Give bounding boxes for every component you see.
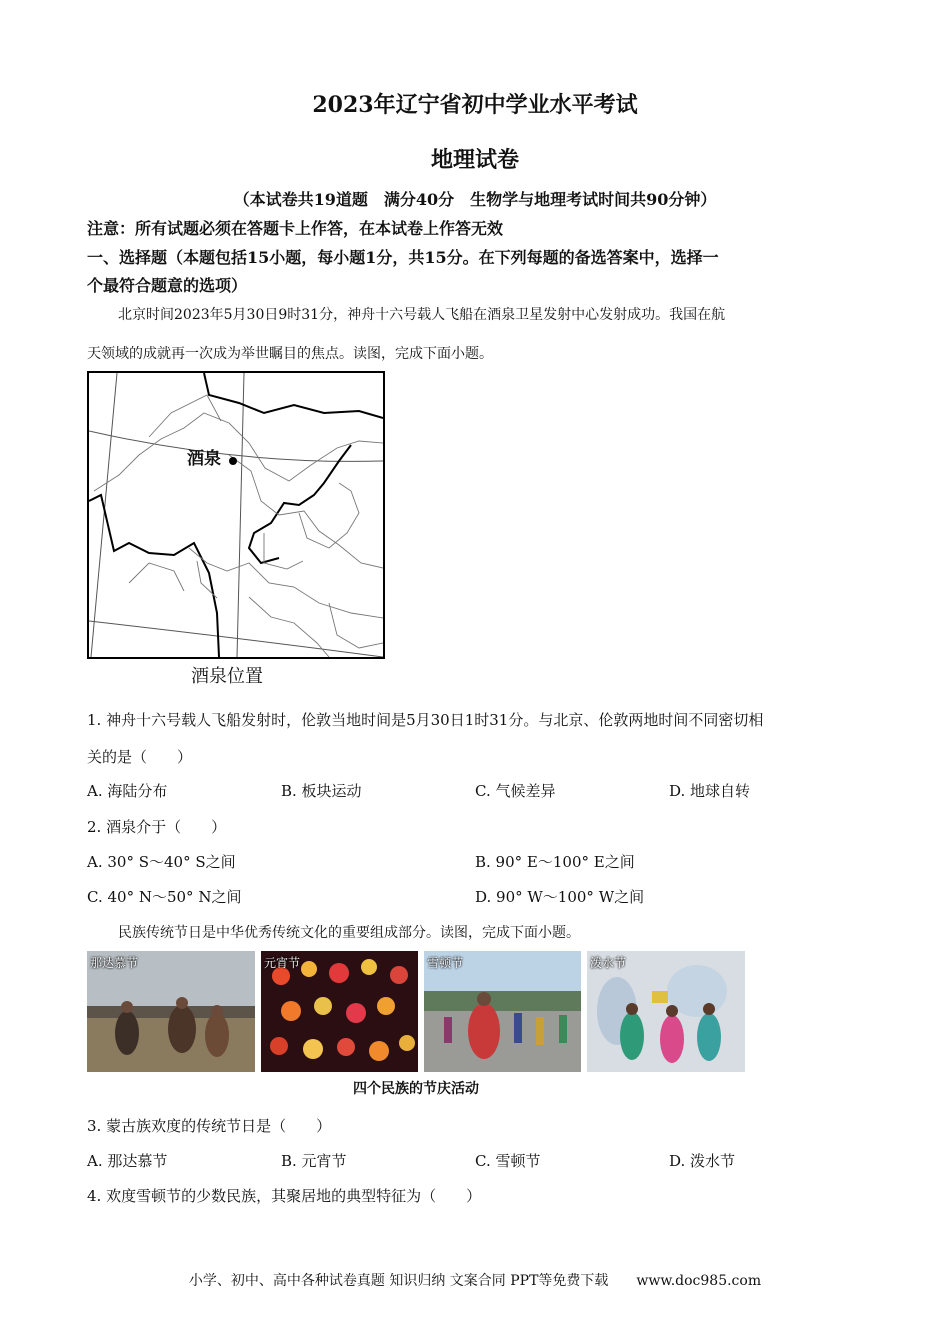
- photo-nadam-festival: [87, 951, 255, 1072]
- passage2-line1: 民族传统节日是中华优秀传统文化的重要组成部分。读图，完成下面小题。: [118, 925, 580, 941]
- q3-option-b[interactable]: B. 元宵节: [281, 1152, 347, 1170]
- q3-option-c[interactable]: C. 雪顿节: [475, 1152, 541, 1170]
- notice-text: 注意：所有试题必须在答题卡上作答，在本试卷上作答无效: [87, 219, 504, 238]
- section-heading-line1: 一、选择题（本题包括15小题，每小题1分，共15分。在下列每题的备选答案中，选择一: [87, 248, 719, 267]
- exam-title: 2023年辽宁省初中学业水平考试: [312, 92, 638, 118]
- photo-label-lantern: 元宵节: [264, 956, 301, 970]
- q2-option-c[interactable]: C. 40° N～50° N之间: [87, 888, 242, 906]
- map-drawing: [89, 373, 383, 657]
- exam-info: （本试卷共19道题 满分40分 生物学与地理考试时间共90分钟）: [233, 190, 717, 209]
- q3-stem: 3. 蒙古族欢度的传统节日是（ ）: [87, 1117, 332, 1135]
- q3-option-d[interactable]: D. 泼水节: [669, 1152, 736, 1170]
- q1-option-d[interactable]: D. 地球自转: [669, 782, 751, 800]
- q2-option-b[interactable]: B. 90° E～100° E之间: [475, 853, 635, 871]
- q2-option-a[interactable]: A. 30° S～40° S之间: [87, 853, 236, 871]
- photo-shoton-festival: [424, 951, 581, 1072]
- map-caption: 酒泉位置: [191, 666, 263, 687]
- photo-label-shoton: 雪顿节: [427, 956, 464, 970]
- q2-stem: 2. 酒泉介于（ ）: [87, 818, 227, 836]
- q1-option-a[interactable]: A. 海陆分布: [87, 782, 168, 800]
- photo-label-water-splashing: 泼水节: [590, 956, 627, 970]
- section-heading-line2: 个最符合题意的选项）: [87, 276, 248, 295]
- footer-text: 小学、初中、高中各种试卷真题 知识归纳 文案合同 PPT等免费下载 www.doc985.com: [188, 1273, 762, 1289]
- jiuquan-map: [87, 371, 385, 659]
- passage1-line2: 天领域的成就再一次成为举世瞩目的焦点。读图，完成下面小题。: [87, 346, 493, 362]
- exam-subject: 地理试卷: [430, 147, 519, 173]
- photo-water-splashing-festival: [587, 951, 745, 1072]
- passage1-line1: 北京时间2023年5月30日9时31分，神舟十六号载人飞船在酒泉卫星发射中心发射成功。我国在航: [118, 307, 726, 323]
- photo-label-nadam: 那达慕节: [90, 956, 139, 970]
- q2-option-d[interactable]: D. 90° W～100° W之间: [475, 888, 645, 906]
- q1-option-b[interactable]: B. 板块运动: [281, 782, 362, 800]
- q4-stem: 4. 欢度雪顿节的少数民族，其聚居地的典型特征为（ ）: [87, 1187, 482, 1205]
- q1-stem-line2: 关的是（ ）: [87, 748, 193, 766]
- q1-option-c[interactable]: C. 气候差异: [475, 782, 556, 800]
- photos-caption: 四个民族的节庆活动: [353, 1081, 479, 1097]
- q1-stem-line1: 1. 神舟十六号载人飞船发射时，伦敦当地时间是5月30日1时31分。与北京、伦敦两地时间不同密切相: [87, 711, 764, 729]
- q3-option-a[interactable]: A. 那达慕节: [87, 1152, 168, 1170]
- photo-lantern-festival: [261, 951, 418, 1072]
- map-city-label: 酒泉: [187, 449, 221, 469]
